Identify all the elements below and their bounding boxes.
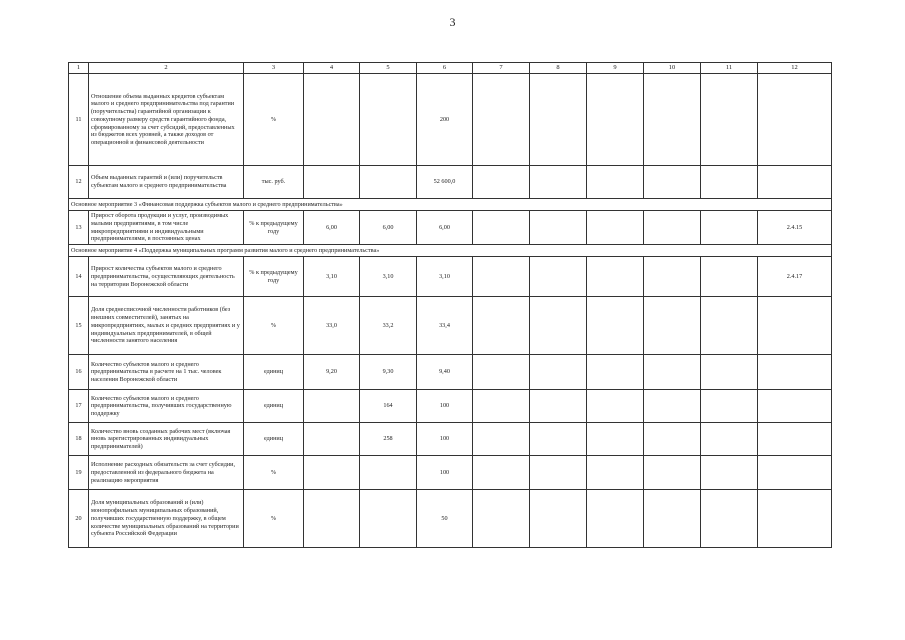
reference-cell: 2.4.17 [758, 257, 832, 297]
unit-cell: единиц [244, 355, 304, 390]
row-number: 11 [69, 74, 89, 166]
column-header: 11 [701, 63, 758, 74]
indicator-name: Исполнение расходных обязательств за счет субсидии, предоставленной из федерального бюджета на реализацию мероприятия [89, 456, 244, 490]
value-cell [644, 297, 701, 355]
value-cell [360, 166, 417, 199]
value-cell [644, 74, 701, 166]
indicator-name: Прирост количества субъектов малого и среднего предпринимательства, осуществляющих деятельность на территории Воронежской области [89, 257, 244, 297]
value-cell [530, 390, 587, 423]
value-cell [473, 211, 530, 245]
value-cell [473, 423, 530, 456]
unit-cell: % к предыдущему году [244, 211, 304, 245]
reference-cell [758, 355, 832, 390]
value-cell [530, 490, 587, 548]
value-cell [473, 257, 530, 297]
value-cell [530, 355, 587, 390]
table-row [69, 297, 832, 355]
value-cell [530, 74, 587, 166]
reference-cell [758, 490, 832, 548]
value-cell [304, 423, 360, 456]
table-row [69, 211, 832, 245]
value-cell: 9,30 [360, 355, 417, 390]
value-cell [587, 257, 644, 297]
value-cell [644, 423, 701, 456]
section-row [69, 199, 832, 211]
page-number: 3 [449, 15, 456, 29]
table-header-row [69, 63, 832, 74]
reference-cell [758, 166, 832, 199]
value-cell: 33,4 [417, 297, 473, 355]
value-cell [530, 211, 587, 245]
value-cell [473, 456, 530, 490]
column-header: 8 [530, 63, 587, 74]
column-header: 1 [69, 63, 89, 74]
value-cell: 6,00 [360, 211, 417, 245]
row-number: 12 [69, 166, 89, 199]
reference-cell [758, 297, 832, 355]
value-cell: 6,00 [417, 211, 473, 245]
reference-cell [758, 390, 832, 423]
table-row [69, 423, 832, 456]
column-header: 2 [89, 63, 244, 74]
value-cell [530, 166, 587, 199]
table-row [69, 490, 832, 548]
unit-cell: единиц [244, 423, 304, 456]
indicator-name: Количество вновь созданных рабочих мест (включая вновь зарегистрированных индивидуальных предпринимателей) [89, 423, 244, 456]
section-row [69, 245, 832, 257]
table-row [69, 456, 832, 490]
value-cell [530, 423, 587, 456]
value-cell [644, 257, 701, 297]
value-cell [473, 390, 530, 423]
value-cell [701, 211, 758, 245]
reference-cell: 2.4.15 [758, 211, 832, 245]
row-number: 16 [69, 355, 89, 390]
value-cell [701, 257, 758, 297]
column-header: 7 [473, 63, 530, 74]
unit-cell: % [244, 456, 304, 490]
reference-cell [758, 456, 832, 490]
value-cell: 258 [360, 423, 417, 456]
unit-cell: % [244, 297, 304, 355]
value-cell [587, 490, 644, 548]
indicator-name: Отношение объема выданных кредитов субъектам малого и среднего предпринимательства под гарантии (поручительства) гарантийной организации к совокупному размеру средств гарантийного фонда, сформированному за счет субсидий, предоставленных из бюджетов всех уровней, а также доходов от операционной и финансовой деятельности [89, 74, 244, 166]
row-number: 14 [69, 257, 89, 297]
value-cell [644, 166, 701, 199]
section-title: Основное мероприятие 3 «Финансовая поддержка субъектов малого и среднего предпринимательства» [69, 199, 832, 211]
value-cell [587, 456, 644, 490]
value-cell [644, 490, 701, 548]
value-cell [587, 166, 644, 199]
value-cell: 164 [360, 390, 417, 423]
value-cell [644, 355, 701, 390]
value-cell: 200 [417, 74, 473, 166]
column-header: 9 [587, 63, 644, 74]
value-cell: 100 [417, 456, 473, 490]
column-header: 5 [360, 63, 417, 74]
value-cell [587, 74, 644, 166]
value-cell [587, 423, 644, 456]
value-cell [701, 423, 758, 456]
value-cell [701, 390, 758, 423]
value-cell [360, 74, 417, 166]
value-cell: 9,40 [417, 355, 473, 390]
value-cell [530, 456, 587, 490]
reference-cell [758, 423, 832, 456]
column-header: 12 [758, 63, 832, 74]
value-cell [360, 456, 417, 490]
value-cell [587, 297, 644, 355]
column-header: 6 [417, 63, 473, 74]
value-cell [701, 166, 758, 199]
value-cell [587, 355, 644, 390]
row-number: 17 [69, 390, 89, 423]
row-number: 19 [69, 456, 89, 490]
value-cell: 33,0 [304, 297, 360, 355]
table-row [69, 390, 832, 423]
column-header: 10 [644, 63, 701, 74]
value-cell: 100 [417, 390, 473, 423]
value-cell [304, 456, 360, 490]
value-cell [530, 297, 587, 355]
unit-cell: тыс. руб. [244, 166, 304, 199]
value-cell [304, 390, 360, 423]
value-cell [644, 456, 701, 490]
value-cell [701, 456, 758, 490]
value-cell: 3,10 [304, 257, 360, 297]
unit-cell: единиц [244, 390, 304, 423]
unit-cell: % [244, 490, 304, 548]
row-number: 20 [69, 490, 89, 548]
value-cell: 6,00 [304, 211, 360, 245]
column-header: 3 [244, 63, 304, 74]
value-cell: 50 [417, 490, 473, 548]
value-cell [587, 390, 644, 423]
row-number: 15 [69, 297, 89, 355]
column-header: 4 [304, 63, 360, 74]
table-row [69, 74, 832, 166]
value-cell [701, 490, 758, 548]
value-cell [473, 490, 530, 548]
reference-cell [758, 74, 832, 166]
indicator-name: Количество субъектов малого и среднего предпринимательства, получивших государственную поддержку [89, 390, 244, 423]
table-row [69, 355, 832, 390]
table-row [69, 166, 832, 199]
value-cell [304, 166, 360, 199]
value-cell [473, 355, 530, 390]
unit-cell: % к предыдущему году [244, 257, 304, 297]
value-cell [701, 355, 758, 390]
value-cell [304, 490, 360, 548]
value-cell [360, 490, 417, 548]
value-cell [587, 211, 644, 245]
value-cell: 33,2 [360, 297, 417, 355]
value-cell [701, 74, 758, 166]
value-cell [530, 257, 587, 297]
value-cell [304, 74, 360, 166]
value-cell: 52 600,0 [417, 166, 473, 199]
value-cell: 3,10 [417, 257, 473, 297]
row-number: 13 [69, 211, 89, 245]
section-title: Основное мероприятие 4 «Поддержка муниципальных программ развития малого и среднего предпринимательства» [69, 245, 832, 257]
indicator-name: Доля муниципальных образований и (или) монопрофильных муниципальных образований, получивших государственную поддержку, в общем количестве муниципальных образований на территории субъекта Российской Федерации [89, 490, 244, 548]
unit-cell: % [244, 74, 304, 166]
indicator-name: Объем выданных гарантий и (или) поручительств субъектам малого и среднего предпринимательства [89, 166, 244, 199]
value-cell [644, 211, 701, 245]
value-cell [473, 74, 530, 166]
indicators-table [68, 62, 832, 548]
row-number: 18 [69, 423, 89, 456]
value-cell [701, 297, 758, 355]
value-cell [473, 166, 530, 199]
value-cell: 9,20 [304, 355, 360, 390]
indicator-name: Прирост оборота продукции и услуг, производимых малыми предприятиями, в том числе микропредприятиями и индивидуальными предпринимателями, в постоянных ценах [89, 211, 244, 245]
table-row [69, 257, 832, 297]
value-cell: 3,10 [360, 257, 417, 297]
indicator-name: Количество субъектов малого и среднего предпринимательства в расчете на 1 тыс. человек населения Воронежской области [89, 355, 244, 390]
indicator-name: Доля среднесписочной численности работников (без внешних совместителей), занятых на микропредприятиях, малых и средних предприятиях и у индивидуальных предпринимателей, в общей численности занятого населения [89, 297, 244, 355]
value-cell: 100 [417, 423, 473, 456]
value-cell [644, 390, 701, 423]
value-cell [473, 297, 530, 355]
